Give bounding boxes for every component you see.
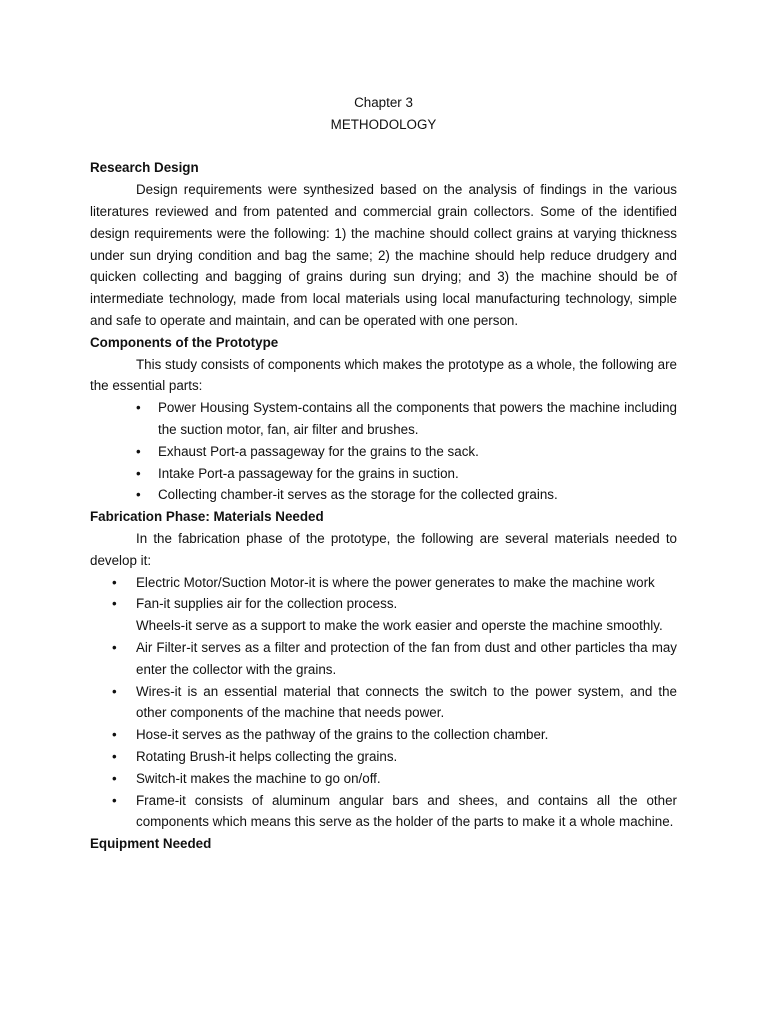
list-item xyxy=(90,790,677,834)
list-item-text: Hose-it serves as the pathway of the grains to the collection chamber. xyxy=(136,727,549,743)
research-design-heading: Research Design xyxy=(90,160,199,176)
equipment-heading: Equipment Needed xyxy=(90,836,212,852)
list-item-text: Power Housing System-contains all the components that powers the machine including the suction motor, fan, air filter and brushes. xyxy=(158,400,677,437)
list-item-text: Wires-it is an essential material that connects the switch to the power system, and the other components of the machine that needs power. xyxy=(136,683,677,721)
bullet-icon: • xyxy=(136,465,141,481)
chapter-number: Chapter 3 xyxy=(354,95,413,110)
bullet-icon: • xyxy=(112,792,117,808)
list-item-text: Electric Motor/Suction Motor-it is where the power generates to make the machine work xyxy=(136,574,655,590)
materials-list-b xyxy=(90,637,677,833)
list-item xyxy=(90,463,677,485)
list-item xyxy=(90,724,677,746)
list-item-text: Rotating Brush-it helps collecting the grains. xyxy=(136,748,398,764)
list-item-text: Intake Port-a passageway for the grains in suction. xyxy=(158,465,459,481)
components-intro: This study consists of components which makes the prototype as a whole, the following are the essential parts: xyxy=(90,356,677,394)
list-item-text: Frame-it consists of aluminum angular bars and shees, and contains all the other components which means this serve as the holder of the parts to make it a whole machine. xyxy=(136,792,677,830)
list-item xyxy=(90,484,677,506)
fabrication-intro: In the fabrication phase of the prototype, the following are several materials needed to develop it: xyxy=(90,530,677,568)
chapter-header xyxy=(90,92,677,136)
bullet-icon: • xyxy=(136,443,141,459)
bullet-icon: • xyxy=(112,596,117,612)
bullet-icon: • xyxy=(112,770,117,786)
bullet-icon: • xyxy=(136,400,141,416)
bullet-icon: • xyxy=(112,639,117,655)
list-item xyxy=(90,746,677,768)
wheels-note: Wheels-it serve as a support to make the work easier and operste the machine smoothly. xyxy=(136,618,663,634)
list-item-text: Exhaust Port-a passageway for the grains to the sack. xyxy=(158,443,479,459)
components-list xyxy=(90,397,677,506)
bullet-icon: • xyxy=(112,727,117,743)
list-item xyxy=(90,397,677,441)
list-item-text: Fan-it supplies air for the collection process. xyxy=(136,596,398,612)
list-item-text: Switch-it makes the machine to go on/off. xyxy=(136,770,381,786)
bullet-icon: • xyxy=(112,683,117,699)
list-item xyxy=(90,441,677,463)
page-content xyxy=(90,92,677,855)
list-item xyxy=(90,593,677,615)
list-item-text: Air Filter-it serves as a filter and protection of the fan from dust and other particles tha may enter the collector with the grains. xyxy=(136,639,677,677)
bullet-icon: • xyxy=(112,574,117,590)
bullet-icon: • xyxy=(112,748,117,764)
fabrication-heading: Fabrication Phase: Materials Needed xyxy=(90,509,324,525)
chapter-title: METHODOLOGY xyxy=(330,116,437,132)
materials-list-a xyxy=(90,572,677,616)
list-item xyxy=(90,768,677,790)
list-item xyxy=(90,681,677,725)
list-item xyxy=(90,637,677,681)
research-design-paragraph: Design requirements were synthesized based on the analysis of findings in the various literatures reviewed and from patented and commercial grain collectors. Some of the identified design requirements were the following: 1) the machine should collect grains at varying thickness under sun drying condition and bag the same; 2) the machine should help reduce drudgery and quicken collecting and bagging of grains during sun drying; and 3) the machine should be of intermediate technology, made from local materials using local manufacturing technology, simple and safe to operate and maintain, and can be operated with one person. xyxy=(90,182,677,328)
list-item-text: Collecting chamber-it serves as the storage for the collected grains. xyxy=(158,487,558,503)
list-item xyxy=(90,572,677,594)
components-heading: Components of the Prototype xyxy=(90,334,279,350)
bullet-icon: • xyxy=(136,487,141,503)
